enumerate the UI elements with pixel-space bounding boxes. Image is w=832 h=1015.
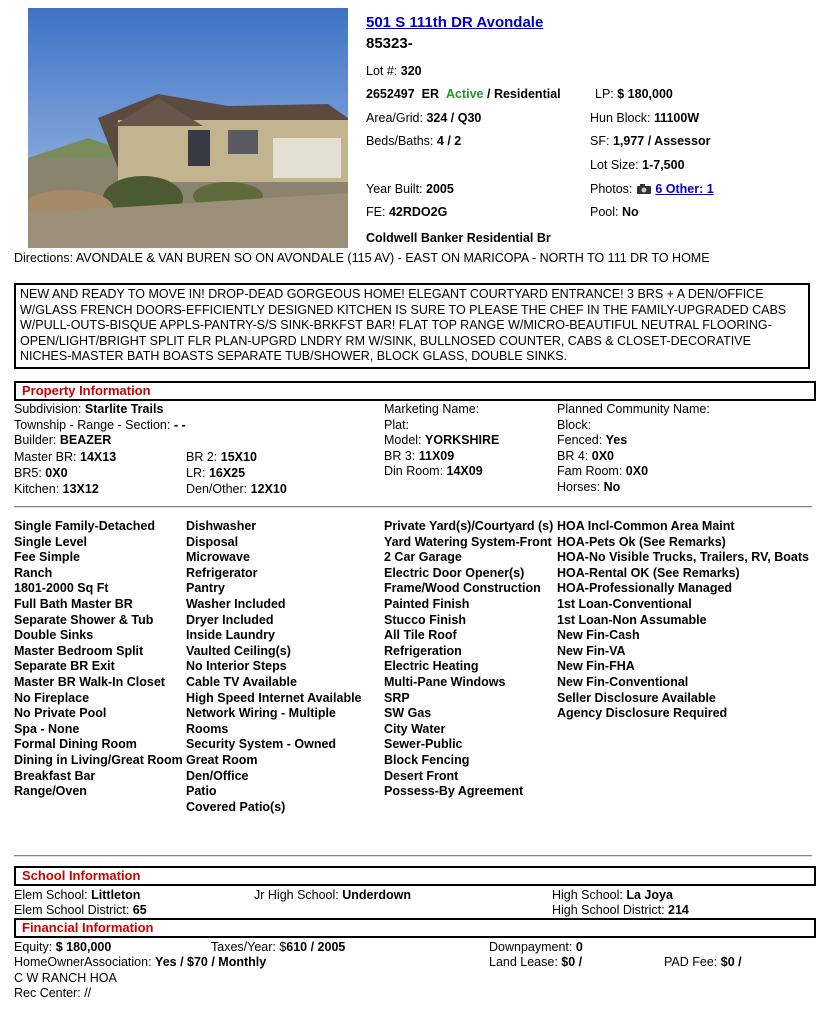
feature-item: Cable TV Available: [186, 674, 297, 689]
feature-item: Painted Finish: [384, 596, 470, 611]
feature-item: Separate BR Exit: [14, 659, 115, 674]
feature-item: HOA-No Visible Trucks, Trailers, RV, Boats: [557, 550, 809, 565]
feature-item: Fee Simple: [14, 550, 80, 565]
photos: Photos: 6 Other: 1: [590, 182, 714, 196]
feature-item: New Fin-FHA: [557, 659, 635, 674]
listing-address-link[interactable]: 501 S 111th DR Avondale: [366, 14, 544, 31]
feature-item: Master Bedroom Split: [14, 643, 144, 658]
elem-school: Elem School: Littleton: [14, 888, 141, 902]
feature-item: Single Family-Detached: [14, 519, 156, 533]
feature-item: New Fin-Conventional: [557, 674, 689, 689]
downpayment: Downpayment: 0: [489, 940, 583, 954]
feature-item: Separate Shower & Tub: [14, 612, 154, 627]
feature-item: Covered Patio(s): [186, 799, 286, 814]
feature-item: Stucco Finish: [384, 612, 466, 627]
features-col-4: [557, 519, 812, 722]
pad-fee: PAD Fee: $0 /: [664, 955, 742, 969]
pool: Pool: No: [590, 205, 639, 219]
br2: BR 2: 15X10: [186, 450, 257, 464]
feature-item: HOA-Pets Ok (See Remarks): [557, 534, 726, 549]
public-remarks: NEW AND READY TO MOVE IN! DROP-DEAD GORGEOUS HOME! ELEGANT COURTYARD ENTRANCE! 3 BRS + A DEN/OFFICE W/GLASS FRENCH DOORS-EFFICIENTLY DESIGNED KITCHEN IS SURE TO PLEASE THE CHEF IN THE FAMILY-UPGRADED CABS W/PULL-OUTS-BISQUE APPLS-PANTRY-S/S SINK-BRKFST BAR! FLAT TOP RANGE W/MICRO-BEAUTIFUL NEUTRAL FLOORING-OPEN/LIGHT/BRIGHT SPLIT FLR PLAN-UPGRD LNDRY RM W/SINK, BULLNOSED COUNTER, CABS & CLOSET-DECORATIVE NICHES-MASTER BATH BOASTS SEPARATE TUB/SHOWER, BLOCK GLASS, DOUBLE SINKS.: [14, 283, 810, 369]
lot-number: Lot #: 320: [366, 64, 422, 78]
property-col-3: Marketing Name: Plat: Model: YORKSHIRE BR 3: 11X09 Din Room: 14X09: [384, 402, 500, 479]
feature-item: Refrigerator: [186, 565, 258, 580]
feature-item: SRP: [384, 690, 410, 705]
elem-school-district: Elem School District: 65: [14, 903, 147, 917]
feature-item: Seller Disclosure Available: [557, 690, 716, 705]
section-financial-information: Financial Information: [14, 918, 816, 938]
feature-item: HOA-Professionally Managed: [557, 581, 733, 596]
feature-item: Desert Front: [384, 768, 459, 783]
high-school-district: High School District: 214: [552, 903, 689, 917]
feature-item: Electric Heating: [384, 659, 479, 674]
feature-item: Range/Oven: [14, 784, 87, 799]
feature-item: Spa - None: [14, 721, 80, 736]
feature-item: 1st Loan-Non Assumable: [557, 612, 707, 627]
high-school: High School: La Joya: [552, 888, 673, 902]
camera-icon: [636, 183, 652, 198]
feature-item: Double Sinks: [14, 628, 94, 643]
feature-item: Block Fencing: [384, 752, 470, 767]
feature-item: Yard Watering System-Front: [384, 534, 552, 549]
feature-item: No Interior Steps: [186, 659, 287, 674]
property-col-4: Planned Community Name: Block: Fenced: Yes BR 4: 0X0 Fam Room: 0X0 Horses: No: [557, 402, 710, 494]
feature-item: Possess-By Agreement: [384, 784, 524, 799]
feature-item: Breakfast Bar: [14, 768, 96, 783]
listing-status-line: 2652497 ER Active / Residential: [366, 87, 561, 101]
feature-item: Inside Laundry: [186, 628, 275, 643]
area-grid: Area/Grid: 324 / Q30: [366, 111, 482, 125]
rec-center: Rec Center: //: [14, 986, 92, 1000]
feature-item: SW Gas: [384, 706, 432, 721]
features-col-2: [186, 519, 366, 815]
property-col-1: Subdivision: Starlite Trails Township - Range - Section: - - Builder: BEAZER: [14, 402, 186, 448]
status-badge: Active: [445, 87, 484, 101]
taxes-year: Taxes/Year: $610 / 2005: [211, 940, 346, 954]
feature-item: Disposal: [186, 534, 239, 549]
feature-item: Vaulted Ceiling(s): [186, 643, 291, 658]
feature-item: No Fireplace: [14, 690, 90, 705]
feature-item: No Private Pool: [14, 706, 107, 721]
feature-item: 1st Loan-Conventional: [557, 596, 692, 611]
feature-item: Ranch: [14, 565, 53, 580]
feature-item: HOA Incl-Common Area Maint: [557, 519, 735, 533]
feature-item: Electric Door Opener(s): [384, 565, 525, 580]
den-other: Den/Other: 12X10: [186, 482, 287, 496]
hun-block: Hun Block: 11100W: [590, 111, 700, 125]
br5: BR5: 0X0: [14, 466, 68, 480]
features-col-3: [384, 519, 554, 800]
hoa-name: C W RANCH HOA: [14, 971, 117, 985]
list-price: LP: $ 180,000: [595, 87, 673, 101]
feature-item: Patio: [186, 784, 217, 799]
feature-item: Master BR Walk-In Closet: [14, 674, 165, 689]
lot-size: Lot Size: 1-7,500: [590, 158, 685, 172]
divider: [14, 506, 812, 508]
photos-link[interactable]: 6 Other: 1: [655, 182, 714, 196]
feature-item: Den/Office: [186, 768, 249, 783]
feature-item: Great Room: [186, 752, 258, 767]
feature-item: Pantry: [186, 581, 225, 596]
section-property-information: Property Information: [14, 381, 816, 401]
feature-item: Security System - Owned: [186, 737, 337, 752]
feature-item: Sewer-Public: [384, 737, 463, 752]
land-lease: Land Lease: $0 /: [489, 955, 583, 969]
feature-item: Private Yard(s)/Courtyard (s): [384, 519, 554, 533]
listing-zip: 85323-: [366, 35, 413, 52]
directions: Directions: AVONDALE & VAN BUREN SO ON AVONDALE (115 AV) - EAST ON MARICOPA - NORTH TO 111 DR TO HOME: [14, 251, 710, 265]
year-built: Year Built: 2005: [366, 182, 454, 196]
feature-item: Washer Included: [186, 596, 286, 611]
feature-item: Refrigeration: [384, 643, 462, 658]
feature-item: City Water: [384, 721, 446, 736]
features-col-1: [14, 519, 186, 800]
broker-name: Coldwell Banker Residential Br: [366, 231, 551, 245]
feature-item: Dishwasher: [186, 519, 257, 533]
section-school-information: School Information: [14, 866, 816, 886]
feature-item: Dryer Included: [186, 612, 274, 627]
square-feet: SF: 1,977 / Assessor: [590, 134, 711, 148]
equity: Equity: $ 180,000: [14, 940, 112, 954]
feature-item: Formal Dining Room: [14, 737, 137, 752]
feature-item: 2 Car Garage: [384, 550, 462, 565]
jr-high-school: Jr High School: Underdown: [254, 888, 411, 902]
feature-item: New Fin-Cash: [557, 628, 640, 643]
feature-item: All Tile Roof: [384, 628, 457, 643]
lr: LR: 16X25: [186, 466, 246, 480]
feature-item: Agency Disclosure Required: [557, 706, 728, 721]
beds-baths: Beds/Baths: 4 / 2: [366, 134, 462, 148]
feature-item: Multi-Pane Windows: [384, 674, 506, 689]
divider: [14, 855, 812, 857]
feature-item: Single Level: [14, 534, 87, 549]
feature-item: Microwave: [186, 550, 250, 565]
feature-item: Full Bath Master BR: [14, 596, 133, 611]
property-photo[interactable]: [28, 8, 348, 248]
feature-item: HOA-Rental OK (See Remarks): [557, 565, 740, 580]
feature-item: Frame/Wood Construction: [384, 581, 541, 596]
master-br: Master BR: 14X13: [14, 450, 117, 464]
fe-code: FE: 42RDO2G: [366, 205, 448, 219]
feature-item: 1801-2000 Sq Ft: [14, 581, 109, 596]
feature-item: High Speed Internet Available: [186, 690, 362, 705]
hoa: HomeOwnerAssociation: Yes / $70 / Monthly: [14, 955, 267, 969]
feature-item: New Fin-VA: [557, 643, 626, 658]
feature-item: Dining in Living/Great Room: [14, 752, 183, 767]
feature-item: Network Wiring - Multiple Rooms: [186, 706, 336, 736]
kitchen: Kitchen: 13X12: [14, 482, 99, 496]
